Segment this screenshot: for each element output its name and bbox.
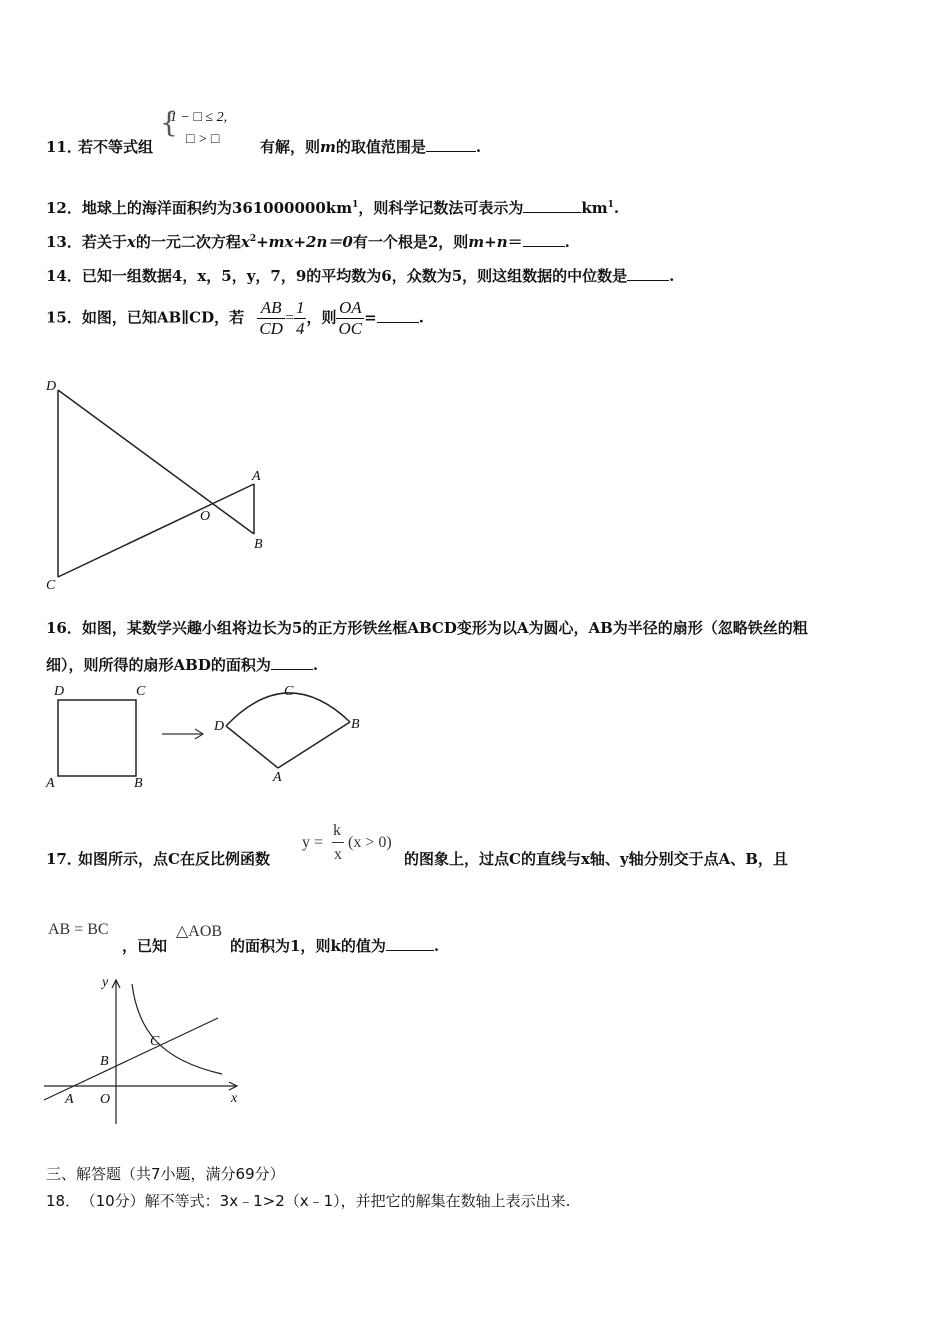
question-18 xyxy=(46,1190,570,1211)
q17-fn-bar xyxy=(332,842,344,843)
q16-end: . xyxy=(312,656,319,674)
question-17-line2 xyxy=(46,915,646,955)
label-d: D xyxy=(46,379,57,394)
q12-text: 地球上的海洋面积约为361000000km xyxy=(81,199,353,217)
q15-answer-blank[interactable] xyxy=(377,308,419,323)
segment-db xyxy=(58,390,254,534)
q16-line2: 细），则所得的扇形ABD的面积为 xyxy=(46,656,271,674)
label-c: C xyxy=(150,1034,160,1049)
sector-radius-ad xyxy=(226,726,278,768)
q13-d: ＝ xyxy=(507,233,523,251)
q17-fn-cond: (x > 0) xyxy=(348,834,392,851)
q15-equals2: = xyxy=(364,308,377,327)
q13-eq-rest: +mx+2n＝0 xyxy=(256,233,353,251)
q15-fraction-one-fourth: $\frac{1}{4}$ xyxy=(295,298,305,338)
sec-label-d: D xyxy=(214,719,225,734)
q13-end: . xyxy=(564,233,570,251)
q13-mn: m+n xyxy=(468,233,508,251)
sec-label-a: A xyxy=(273,770,282,785)
question-16 xyxy=(46,617,808,638)
q11-text-pre: 若不等式组 xyxy=(78,138,154,156)
label-o: O xyxy=(200,509,211,524)
question-16-line2 xyxy=(46,654,318,675)
q17-fn-y: y = xyxy=(302,834,324,851)
q11-system-line1: 1 − □ ≤ 2, xyxy=(170,110,228,125)
q14-text: 已知一组数据4，x，5，y，7，9的平均数为6，众数为5，则这组数据的中位数是 xyxy=(81,267,628,285)
q12-answer-blank[interactable] xyxy=(523,198,581,213)
q17-end: . xyxy=(433,937,440,955)
q17-fn-x: x xyxy=(334,846,342,863)
label-a: A xyxy=(252,469,261,484)
sq-label-a: A xyxy=(46,776,55,791)
axis-label-y: y xyxy=(102,975,109,990)
q14-number: 14． xyxy=(46,267,82,285)
question-11 xyxy=(46,108,646,158)
q17-ab-eq-bc: AB = BC xyxy=(48,921,109,938)
q15-end: . xyxy=(418,308,424,327)
label-b: B xyxy=(254,537,263,552)
q15-equals: = xyxy=(284,309,294,327)
sec-label-b: B xyxy=(351,717,360,732)
q17-answer-blank[interactable] xyxy=(386,936,434,951)
square-abcd xyxy=(58,700,136,776)
q12-end: . xyxy=(613,199,620,217)
label-c: C xyxy=(46,578,56,592)
q13-a: 若关于 xyxy=(81,233,127,251)
q11-number: 11． xyxy=(46,138,82,156)
q17-figure xyxy=(40,970,250,1130)
sec-label-c: C xyxy=(284,684,294,699)
q11-brace: { xyxy=(160,106,178,139)
q11-system-line2: □ > □ xyxy=(186,132,220,147)
q17-known: ，已知 xyxy=(122,937,168,955)
q15-fraction-ab-cd: $\frac{AB}{CD}$ xyxy=(259,298,283,338)
sq-label-d: D xyxy=(54,684,65,699)
q12-mid: ，则科学记数法可表示为 xyxy=(358,199,524,217)
q13-eq-sup: 2 xyxy=(249,234,257,244)
q18-number: 18． xyxy=(46,1192,81,1210)
q17-fn-k: k xyxy=(333,822,341,839)
section-3-heading: 三、解答题（共7小题，满分69分） xyxy=(46,1165,285,1183)
axis-label-x: x xyxy=(231,1091,238,1106)
question-14 xyxy=(46,265,674,286)
hyperbola-curve xyxy=(132,984,222,1074)
label-b: B xyxy=(100,1054,109,1069)
q12-number: 12． xyxy=(46,199,82,217)
q17-pre: 如图所示，点C在反比例函数 xyxy=(78,850,270,868)
q11-var-m: m xyxy=(320,138,336,156)
q13-c: 有一个根是2，则 xyxy=(352,233,469,251)
q15-figure xyxy=(40,372,280,592)
q11-end: . xyxy=(475,138,482,156)
q16-figure xyxy=(40,680,370,795)
q13-answer-blank[interactable] xyxy=(523,232,565,247)
q16-line1: 如图，某数学兴趣小组将边长为5的正方形铁丝框ABCD变形为以A为圆心，AB为半径的扇形（忽略铁丝的粗 xyxy=(81,619,808,637)
q11-answer-blank[interactable] xyxy=(426,137,476,152)
q13-x: x xyxy=(126,233,136,251)
q13-eq: x xyxy=(240,233,250,251)
label-a: A xyxy=(65,1092,74,1107)
q17-triangle: △AOB xyxy=(176,923,223,940)
q15-text: 如图，已知AB∥CD，若 xyxy=(81,308,245,327)
q12-sup: 1 xyxy=(352,200,359,210)
q17-post2: 的面积为1，则k的值为 xyxy=(230,937,386,955)
q13-number: 13． xyxy=(46,233,82,251)
q12-unit-sup: 1 xyxy=(607,200,614,210)
sq-label-b: B xyxy=(134,776,143,791)
q16-answer-blank[interactable] xyxy=(271,655,313,670)
q14-answer-blank[interactable] xyxy=(627,266,669,281)
q11-text-post: 有解，则 xyxy=(260,138,321,156)
q14-end: . xyxy=(669,267,675,285)
segment-ca xyxy=(58,484,254,577)
sq-label-c: C xyxy=(136,684,146,699)
label-o: O xyxy=(100,1092,111,1107)
question-15 xyxy=(46,298,424,339)
question-17 xyxy=(46,820,896,870)
q16-number: 16． xyxy=(46,619,82,637)
question-13 xyxy=(46,231,570,252)
q12-unit: km xyxy=(581,199,608,217)
q15-fraction-oa-oc: $\frac{OA}{OC}$ xyxy=(338,298,363,338)
q18-text: （10分）解不等式：3x﹣1>2（x﹣1），并把它的解集在数轴上表示出来. xyxy=(88,1192,571,1210)
q13-b: 的一元二次方程 xyxy=(135,233,241,251)
sector-radius-ab xyxy=(278,722,350,768)
q15-number: 15． xyxy=(46,308,82,327)
q15-mid: ，则 xyxy=(306,308,337,327)
q17-post: 的图象上，过点C的直线与x轴、y轴分别交于点A、B，且 xyxy=(404,850,788,868)
q17-number: 17． xyxy=(46,850,82,868)
question-12 xyxy=(46,197,619,218)
q11-text-post2: 的取值范围是 xyxy=(335,138,426,156)
line-abc xyxy=(44,1018,218,1100)
